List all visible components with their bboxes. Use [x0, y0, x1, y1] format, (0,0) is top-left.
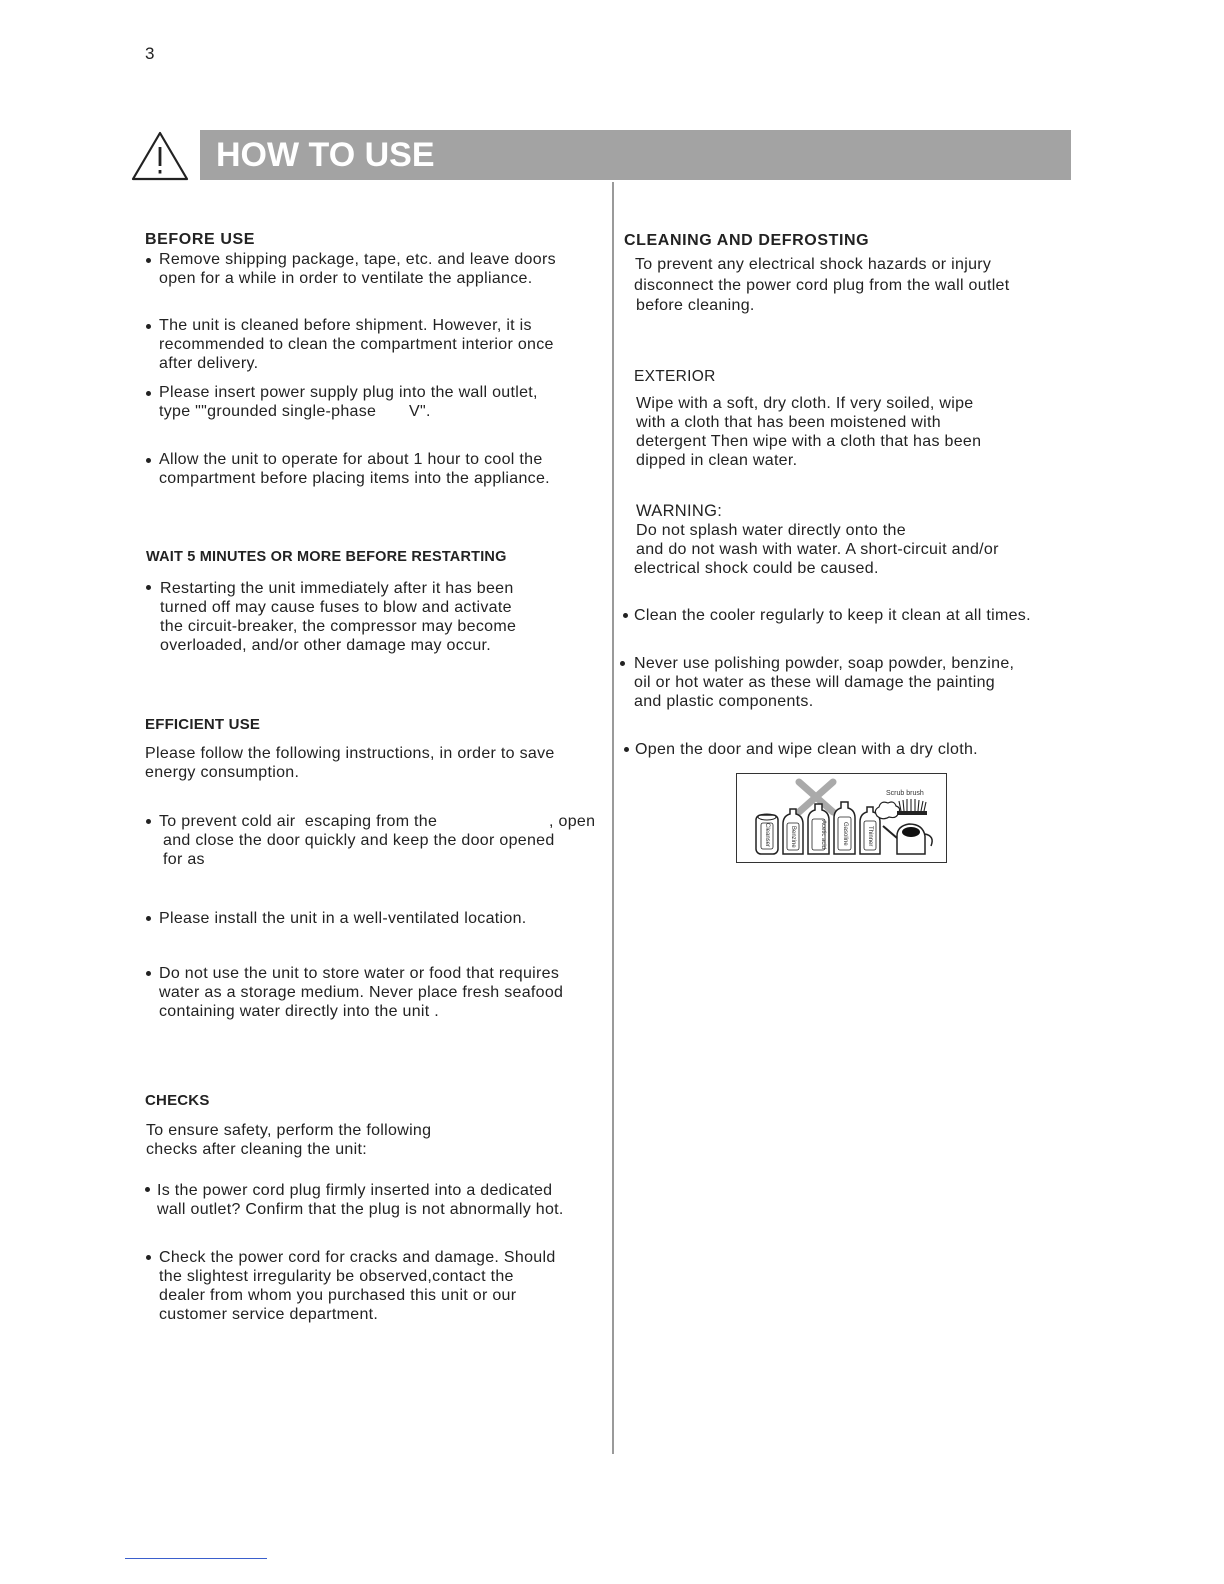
paragraph-line: To ensure safety, perform the following	[146, 1122, 432, 1139]
list-item-segment: V".	[409, 403, 431, 420]
efficient-use-heading: EFFICIENT USE	[145, 716, 261, 733]
list-item	[634, 654, 1014, 711]
bullet	[146, 916, 151, 921]
list-item-line: Open the door and wipe clean with a dry cloth.	[635, 741, 978, 758]
cleaning-heading: CLEANING AND DEFROSTING	[624, 232, 870, 249]
scrub-brush-label: Scrub brush	[886, 790, 924, 797]
column-divider	[612, 182, 614, 1454]
list-item-line: after delivery.	[159, 355, 259, 372]
list-item	[157, 1181, 564, 1219]
checks-heading: CHECKS	[145, 1092, 210, 1109]
list-item-line: Remove shipping package, tape, etc. and leave doors	[159, 251, 556, 268]
paragraph-line: before cleaning.	[636, 297, 755, 314]
list-item-line: Allow the unit to operate for about 1 hour to cool the	[159, 451, 543, 468]
list-item-line: water as a storage medium. Never place fresh seafood	[159, 984, 564, 1001]
list-item-segment: type ""grounded single-phase	[159, 403, 377, 420]
list-item-line	[159, 812, 599, 831]
paragraph-line: To prevent any electrical shock hazards or injury	[635, 256, 992, 273]
page-number: 3	[145, 44, 155, 63]
bottle-label: Thinner	[867, 825, 873, 847]
list-item-line: Please install the unit in a well-ventilated location.	[159, 910, 527, 927]
banner-title: HOW TO USE	[216, 136, 435, 174]
list-item	[159, 316, 554, 373]
steam-icon	[875, 802, 899, 819]
before-use-heading: BEFORE USE	[145, 231, 256, 248]
exterior-text	[636, 394, 981, 470]
bullet	[146, 258, 151, 263]
bullet	[623, 613, 628, 618]
paragraph-line: and do not wash with water. A short-circuit and/or	[636, 541, 999, 558]
list-item-line: recommended to clean the compartment interior once	[159, 336, 554, 353]
wait-heading: WAIT 5 MINUTES OR MORE BEFORE RESTARTING	[146, 549, 507, 565]
bullet	[146, 971, 151, 976]
paragraph-line: Please follow the following instructions, in order to save	[145, 745, 555, 762]
list-item-line: and plastic components.	[634, 693, 814, 710]
bullet	[620, 661, 625, 666]
paragraph-line: with a cloth that has been moistened with	[636, 414, 941, 431]
list-item-line: wall outlet? Confirm that the plug is not abnormally hot.	[157, 1201, 564, 1218]
list-item	[634, 606, 1031, 625]
warning-triangle-icon	[130, 130, 190, 182]
list-item-line: Clean the cooler regularly to keep it clean at all times.	[634, 607, 1031, 624]
list-item-line: Is the power cord plug firmly inserted into a dedicated	[157, 1182, 553, 1199]
paragraph-line: disconnect the power cord plug from the wall outlet	[634, 276, 1010, 294]
list-item-line: containing water directly into the unit .	[159, 1003, 440, 1020]
list-item-line: for as	[163, 851, 205, 868]
list-item-line: the slightest irregularity be observed,contact the	[159, 1268, 514, 1285]
list-item-line: dealer from whom you purchased this unit or our	[159, 1287, 517, 1304]
bullet	[146, 458, 151, 463]
list-item	[159, 909, 527, 928]
list-item-line	[159, 402, 538, 421]
exterior-heading: EXTERIOR	[634, 368, 716, 385]
paragraph-line: dipped in clean water.	[636, 452, 798, 469]
list-item-line: The unit is cleaned before shipment. However, it is	[159, 317, 532, 334]
warning-text	[636, 521, 999, 578]
hot-water-kettle-icon	[883, 824, 932, 854]
bottle-label: Gasoline	[842, 822, 848, 846]
list-item	[160, 579, 516, 655]
list-item-segment: To prevent cold air escaping from the	[159, 813, 438, 830]
list-item-line: overloaded, and/or other damage may occur.	[160, 637, 492, 654]
section-banner	[200, 130, 1071, 180]
list-item	[159, 383, 538, 421]
list-item	[159, 250, 556, 288]
list-item-line: open for a while in order to ventilate the appliance.	[159, 270, 533, 287]
list-item-line: and close the door quickly and keep the door opened	[163, 832, 555, 849]
bullet	[146, 324, 151, 329]
paragraph-line: detergent Then wipe with a cloth that has been	[636, 433, 982, 450]
efficient-intro	[145, 744, 555, 782]
checks-intro	[146, 1121, 431, 1159]
paragraph-line: energy consumption.	[145, 764, 300, 781]
paragraph-line: Wipe with a soft, dry cloth. If very soiled, wipe	[636, 395, 974, 412]
bottle-label: Acetic acid	[820, 820, 826, 850]
bullet	[145, 1187, 150, 1192]
bullet	[146, 585, 151, 590]
list-item	[159, 1248, 556, 1324]
paragraph-line: electrical shock could be caused.	[634, 560, 879, 577]
bullet	[624, 747, 629, 752]
list-item-line: Restarting the unit immediately after it has been	[160, 580, 514, 597]
cleaning-agents-illustration	[736, 773, 947, 863]
list-item-line: Check the power cord for cracks and damage. Should	[159, 1249, 556, 1266]
list-item	[159, 812, 599, 869]
bullet	[146, 1255, 151, 1260]
list-item-segment: , open	[549, 813, 596, 830]
scrub-brush-icon	[897, 799, 927, 815]
bullet	[146, 391, 151, 396]
bullet	[146, 819, 151, 824]
list-item	[159, 450, 550, 488]
list-item-line: turned off may cause fuses to blow and activate	[160, 599, 512, 616]
list-item-line: Do not use the unit to store water or food that requires	[159, 965, 560, 982]
footer-link-underline	[125, 1558, 267, 1559]
list-item	[635, 740, 978, 759]
list-item	[159, 964, 563, 1021]
list-item-line: Never use polishing powder, soap powder, benzine,	[634, 655, 1015, 672]
bottle-label: Cleanser	[764, 822, 770, 847]
list-item-line: Please insert power supply plug into the wall outlet,	[159, 384, 538, 401]
paragraph-line: checks after cleaning the unit:	[146, 1141, 367, 1158]
list-item-line: customer service department.	[159, 1306, 379, 1323]
paragraph-line: Do not splash water directly onto the	[636, 522, 906, 539]
warning-heading: WARNING:	[636, 502, 723, 520]
cleaning-intro	[634, 255, 1010, 317]
list-item-line: oil or hot water as these will damage the painting	[634, 674, 995, 691]
bottle-label: Benzine	[790, 826, 796, 848]
list-item-line: the circuit-breaker, the compressor may become	[160, 618, 517, 635]
list-item-line: compartment before placing items into the appliance.	[159, 470, 550, 487]
